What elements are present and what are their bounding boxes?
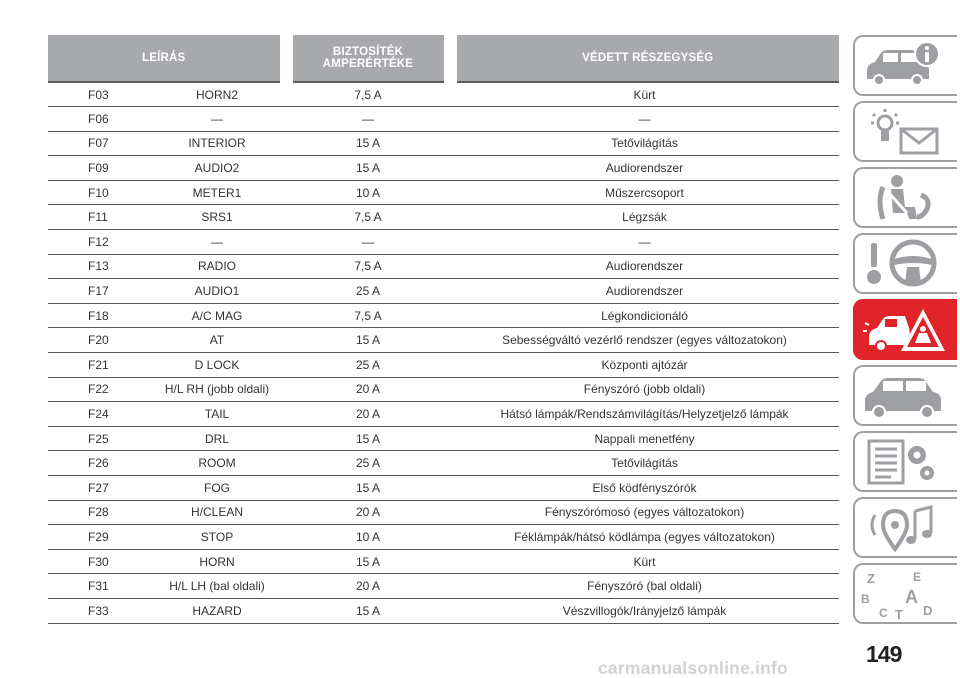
table-row <box>48 131 839 156</box>
fuse-code-cell: F09 <box>48 156 148 181</box>
header-protected-unit: VÉDETT RÉSZEGYSÉG <box>450 35 839 82</box>
protected-unit-cell: Műszercsoport <box>450 180 839 205</box>
fuse-description-cell: AUDIO1 <box>148 279 286 304</box>
table-row <box>48 426 839 451</box>
protected-unit-cell: Kürt <box>450 549 839 574</box>
fuse-code-cell: F25 <box>48 426 148 451</box>
fuse-amperage-cell: 20 A <box>286 500 450 525</box>
table-row <box>48 303 839 328</box>
fuse-description-cell: H/L RH (jobb oldali) <box>148 377 286 402</box>
emergency-icon <box>861 305 947 355</box>
table-row <box>48 549 839 574</box>
index-letter-b: B <box>861 592 870 606</box>
index-letter-a: A <box>905 587 918 607</box>
fuse-description-cell: FOG <box>148 476 286 501</box>
fuse-amperage-cell: — <box>286 107 450 132</box>
fuse-amperage-cell: 10 A <box>286 525 450 550</box>
fuse-amperage-cell: 25 A <box>286 353 450 378</box>
fuse-amperage-cell: 7,5 A <box>286 205 450 230</box>
fuse-amperage-cell: 15 A <box>286 131 450 156</box>
fuse-code-cell: F03 <box>48 82 148 107</box>
table-row <box>48 230 839 255</box>
chapter-tabs <box>853 35 957 629</box>
fuse-amperage-cell: 25 A <box>286 279 450 304</box>
fuse-description-cell: H/L LH (bal oldali) <box>148 574 286 599</box>
fuse-code-cell: F22 <box>48 377 148 402</box>
fuse-amperage-cell: 15 A <box>286 156 450 181</box>
fuse-code-cell: F10 <box>48 180 148 205</box>
header-amperage <box>286 35 450 82</box>
fuse-description-cell: STOP <box>148 525 286 550</box>
fuse-description-cell: HORN2 <box>148 82 286 107</box>
table-row <box>48 574 839 599</box>
protected-unit-cell: Féklámpák/hátsó ködlámpa (egyes változatokon) <box>450 525 839 550</box>
page-number: 149 <box>866 641 902 667</box>
header-amperage-line1: BIZTOSÍTÉK <box>332 46 404 58</box>
protected-unit-cell: Vészvillogók/Irányjelző lámpák <box>450 598 839 623</box>
index-icon <box>861 569 947 619</box>
protected-unit-cell: Audiorendszer <box>450 254 839 279</box>
fuse-code-cell: F28 <box>48 500 148 525</box>
fuse-amperage-cell: 15 A <box>286 328 450 353</box>
table-row <box>48 180 839 205</box>
fuse-description-cell: HAZARD <box>148 598 286 623</box>
fuse-amperage-cell: — <box>286 230 450 255</box>
index-letter-c: C <box>879 606 888 619</box>
protected-unit-cell: Fényszóró (jobb oldali) <box>450 377 839 402</box>
table-row <box>48 500 839 525</box>
watermark: carmanualsonline.info <box>598 658 788 678</box>
fuse-description-cell: ROOM <box>148 451 286 476</box>
warning-lights-icon <box>861 107 947 157</box>
fuse-code-cell: F33 <box>48 598 148 623</box>
technical-data-icon <box>861 437 947 487</box>
fuse-table <box>48 35 839 624</box>
fuse-description-cell: H/CLEAN <box>148 500 286 525</box>
fuse-description-cell: SRS1 <box>148 205 286 230</box>
table-row <box>48 451 839 476</box>
protected-unit-cell: Fényszóró (bal oldali) <box>450 574 839 599</box>
fuse-code-cell: F31 <box>48 574 148 599</box>
protected-unit-cell: Tetővilágítás <box>450 131 839 156</box>
table-row <box>48 377 839 402</box>
fuse-code-cell: F30 <box>48 549 148 574</box>
table-row <box>48 402 839 427</box>
table-row <box>48 353 839 378</box>
protected-unit-cell: Audiorendszer <box>450 279 839 304</box>
index-letter-z: Z <box>867 571 875 586</box>
fuse-description-cell: D LOCK <box>148 353 286 378</box>
table-row <box>48 525 839 550</box>
protected-unit-cell: Hátsó lámpák/Rendszámvilágítás/Helyzetjelző lámpák <box>450 402 839 427</box>
protected-unit-cell: Légkondicionáló <box>450 303 839 328</box>
fuse-amperage-cell: 7,5 A <box>286 254 450 279</box>
table-row <box>48 254 839 279</box>
fuse-code-cell: F27 <box>48 476 148 501</box>
table-row <box>48 476 839 501</box>
car-maintenance-icon <box>861 371 947 421</box>
fuse-code-cell: F21 <box>48 353 148 378</box>
fuse-code-cell: F06 <box>48 107 148 132</box>
table-row <box>48 598 839 623</box>
index-letter-e: E <box>913 570 922 584</box>
fuse-code-cell: F29 <box>48 525 148 550</box>
fuse-description-cell: METER1 <box>148 180 286 205</box>
table-row <box>48 328 839 353</box>
protected-unit-cell: Központi ajtózár <box>450 353 839 378</box>
fuse-amperage-cell: 20 A <box>286 574 450 599</box>
tab-emergency[interactable] <box>853 299 957 360</box>
protected-unit-cell: Légzsák <box>450 205 839 230</box>
fuse-amperage-cell: 7,5 A <box>286 303 450 328</box>
fuse-description-cell: RADIO <box>148 254 286 279</box>
fuse-code-cell: F26 <box>48 451 148 476</box>
table-row <box>48 205 839 230</box>
index-letter-d: D <box>923 603 933 618</box>
protected-unit-cell: Audiorendszer <box>450 156 839 181</box>
fuse-description-cell: TAIL <box>148 402 286 427</box>
protected-unit-cell: — <box>450 107 839 132</box>
fuse-code-cell: F11 <box>48 205 148 230</box>
table-header-row <box>48 35 839 82</box>
fuse-code-cell: F17 <box>48 279 148 304</box>
tab-car-maintenance[interactable] <box>853 365 957 426</box>
fuse-description-cell: AT <box>148 328 286 353</box>
fuse-description-cell: INTERIOR <box>148 131 286 156</box>
multimedia-icon <box>861 503 947 553</box>
fuse-code-cell: F13 <box>48 254 148 279</box>
fuse-amperage-cell: 20 A <box>286 377 450 402</box>
fuse-description-cell: DRL <box>148 426 286 451</box>
header-amperage-line2: AMPERÉRTÉKE <box>322 58 414 70</box>
fuse-amperage-cell: 25 A <box>286 451 450 476</box>
steering-start-icon <box>861 239 947 289</box>
fuse-amperage-cell: 15 A <box>286 549 450 574</box>
fuse-code-cell: F24 <box>48 402 148 427</box>
fuse-amperage-cell: 10 A <box>286 180 450 205</box>
protected-unit-cell: Sebességváltó vezérlő rendszer (egyes változatokon) <box>450 328 839 353</box>
protected-unit-cell: Kürt <box>450 82 839 107</box>
fuse-code-cell: F18 <box>48 303 148 328</box>
fuse-amperage-cell: 15 A <box>286 598 450 623</box>
fuse-description-cell: — <box>148 107 286 132</box>
protected-unit-cell: Fényszórómosó (egyes változatokon) <box>450 500 839 525</box>
protected-unit-cell: — <box>450 230 839 255</box>
tab-warning-lights[interactable] <box>853 101 957 162</box>
fuse-amperage-cell: 15 A <box>286 476 450 501</box>
protected-unit-cell: Tetővilágítás <box>450 451 839 476</box>
fuse-description-cell: A/C MAG <box>148 303 286 328</box>
table-row <box>48 82 839 107</box>
car-info-icon <box>861 41 947 91</box>
protected-unit-cell: Nappali menetfény <box>450 426 839 451</box>
tab-multimedia[interactable] <box>853 497 957 558</box>
fuse-description-cell: — <box>148 230 286 255</box>
seat-safety-icon <box>861 173 947 223</box>
header-description: LEÍRÁS <box>48 35 286 82</box>
tab-technical-data[interactable] <box>853 431 957 492</box>
fuse-amperage-cell: 7,5 A <box>286 82 450 107</box>
fuse-description-cell: HORN <box>148 549 286 574</box>
protected-unit-cell: Első ködfényszórók <box>450 476 839 501</box>
index-letter-t: T <box>895 607 903 619</box>
table-row <box>48 156 839 181</box>
fuse-amperage-cell: 15 A <box>286 426 450 451</box>
tab-car-info[interactable] <box>853 35 957 96</box>
fuse-code-cell: F12 <box>48 230 148 255</box>
fuse-amperage-cell: 20 A <box>286 402 450 427</box>
tab-steering-start[interactable] <box>853 233 957 294</box>
fuse-description-cell: AUDIO2 <box>148 156 286 181</box>
tab-index[interactable] <box>853 563 957 624</box>
table-row <box>48 279 839 304</box>
tab-seat-safety[interactable] <box>853 167 957 228</box>
table-row <box>48 107 839 132</box>
fuse-code-cell: F20 <box>48 328 148 353</box>
fuse-code-cell: F07 <box>48 131 148 156</box>
